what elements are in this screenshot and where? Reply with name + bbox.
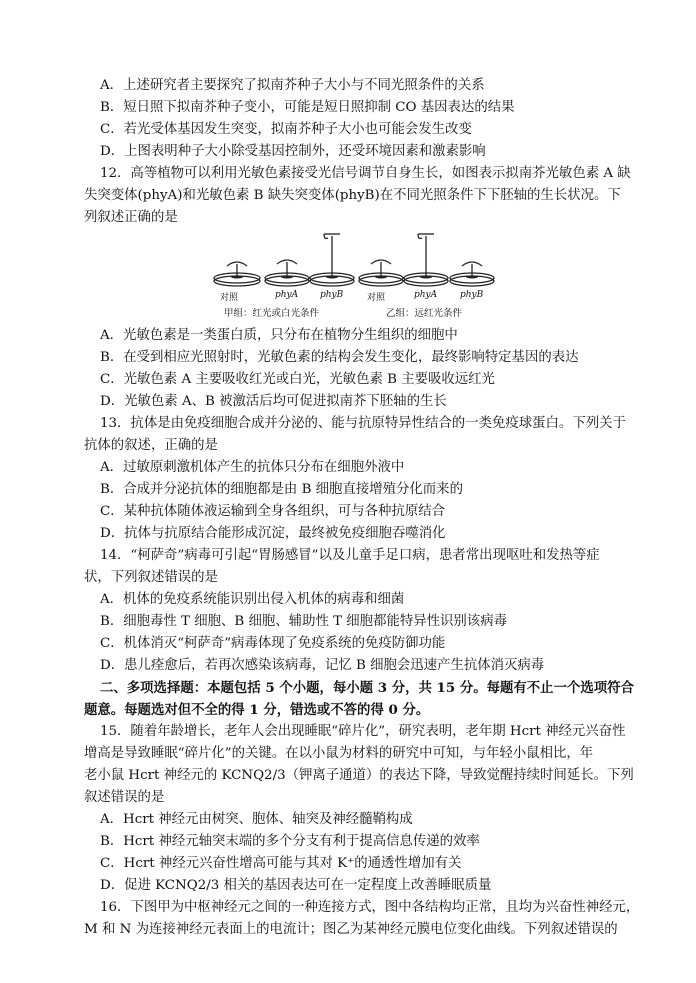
- figure-label-group-b-control: 对照: [367, 293, 386, 303]
- hypocotyl-figure: [200, 226, 500, 321]
- q15-stem-line1: 15．随着年龄增长，老年人会出现睡眠“碎片化”，研究表明，老年期 Hcrt 神经元兴奋性: [100, 724, 626, 739]
- q15-stem-line2: 增高是导致睡眠“碎片化”的关键。在以小鼠为材料的研究中可知，与年轻小鼠相比，年: [84, 746, 594, 761]
- figure-label-group-b-phya: phyA: [414, 290, 438, 300]
- q15-stem-line3: 老小鼠 Hcrt 神经元的 KCNQ2/3（钾离子通道）的表达下降，导致觉醒持续时间延长。下列: [84, 768, 634, 783]
- q11-option-d: D．上图表明种子大小除受基因控制外，还受环境因素和激素影响: [100, 144, 486, 159]
- q16-stem-line1: 16．下图甲为中枢神经元之间的一种连接方式，图中各结构均正常，且均为兴奋性神经元，: [100, 900, 640, 915]
- q12-option-d: D．光敏色素 A、B 被激活后均可促进拟南芥下胚轴的生长: [100, 394, 447, 409]
- figure-label-group-a-phya: phyA: [275, 290, 299, 300]
- q12-stem-line3: 列叙述正确的是: [84, 210, 178, 225]
- q12-stem-line1: 12．高等植物可以利用光敏色素接受光信号调节自身生长，如图表示拟南芥光敏色素 A 缺: [100, 166, 631, 181]
- q14-option-a: A．机体的免疫系统能识别出侵入机体的病毒和细菌: [100, 592, 405, 607]
- q12-stem-line2: 失突变体(phyA)和光敏色素 B 缺失突变体(phyB)在不同光照条件下下胚轴的生长状况。下: [84, 188, 621, 203]
- section2-heading-line2: 题意。每题选对但不全的得 1 分，错选或不答的得 0 分。: [84, 702, 430, 718]
- q15-option-d: D．促进 KCNQ2/3 相关的基因表达可在一定程度上改善睡眠质量: [100, 878, 492, 893]
- q13-stem-line1: 13．抗体是由免疫细胞合成并分泌的、能与抗原特异性结合的一类免疫球蛋白。下列关于: [100, 416, 626, 431]
- q12-option-b: B．在受到相应光照射时，光敏色素的结构会发生变化，最终影响特定基因的表达: [100, 350, 579, 365]
- q13-option-a: A．过敏原刺激机体产生的抗体只分布在细胞外液中: [100, 460, 405, 475]
- q12-option-c: C．光敏色素 A 主要吸收红光或白光，光敏色素 B 主要吸收远红光: [100, 372, 495, 387]
- q13-option-c: C．某种抗体随体液运输到全身各组织，可与各种抗原结合: [100, 504, 446, 519]
- section2-heading-line1: 二、多项选择题：本题包括 5 个小题，每小题 3 分，共 15 分。每题有不止一个选项符合: [100, 680, 634, 696]
- q11-option-a: A．上述研究者主要探究了拟南芥种子大小与不同光照条件的关系: [100, 78, 485, 93]
- q12-option-a: A．光敏色素是一类蛋白质，只分布在植物分生组织的细胞中: [100, 328, 458, 343]
- q13-option-b: B．合成并分泌抗体的细胞都是由 B 细胞直接增殖分化而来的: [100, 482, 463, 497]
- q14-option-c: C．机体消灭“柯萨奇”病毒体现了免疫系统的免疫防御功能: [100, 636, 446, 651]
- q11-option-c: C．若光受体基因发生突变，拟南芥种子大小也可能会发生改变: [100, 122, 472, 137]
- q11-option-b: B．短日照下拟南芥种子变小，可能是短日照抑制 CO 基因表达的结果: [100, 100, 515, 115]
- figure-caption-group-a: 甲组：红光或白光条件: [224, 308, 320, 319]
- q15-option-c: C．Hcrt 神经元兴奋性增高可能与其对 K⁺的通透性增加有关: [100, 856, 462, 871]
- hypocotyl-illustration: [200, 226, 500, 306]
- q15-option-b: B．Hcrt 神经元轴突末端的多个分支有利于提高信息传递的效率: [100, 834, 480, 849]
- q14-option-b: B．细胞毒性 T 细胞、B 细胞、辅助性 T 细胞都能特异性识别该病毒: [100, 614, 507, 629]
- q14-stem-line2: 状，下列叙述错误的是: [84, 570, 218, 585]
- q15-stem-line4: 叙述错误的是: [84, 790, 165, 805]
- q15-option-a: A．Hcrt 神经元由树突、胞体、轴突及神经髓鞘构成: [100, 812, 413, 827]
- q13-stem-line2: 抗体的叙述，正确的是: [84, 438, 218, 453]
- figure-label-group-a-phyb: phyB: [320, 290, 344, 300]
- q14-option-d: D．患儿痊愈后，若再次感染该病毒，记忆 B 细胞会迅速产生抗体消灭病毒: [100, 658, 545, 673]
- q13-option-d: D．抗体与抗原结合能形成沉淀，最终被免疫细胞吞噬消化: [100, 526, 446, 541]
- figure-caption-group-b: 乙组：远红光条件: [386, 308, 463, 319]
- figure-label-group-a-control: 对照: [220, 293, 239, 303]
- q14-stem-line1: 14．“柯萨奇”病毒可引起“胃肠感冒”以及儿童手足口病，患者常出现呕吐和发热等症: [100, 548, 600, 563]
- q16-stem-line2: M 和 N 为连接神经元表面上的电流计；图乙为某神经元膜电位变化曲线。下列叙述错误的: [84, 922, 618, 937]
- figure-label-group-b-phyb: phyB: [460, 290, 484, 300]
